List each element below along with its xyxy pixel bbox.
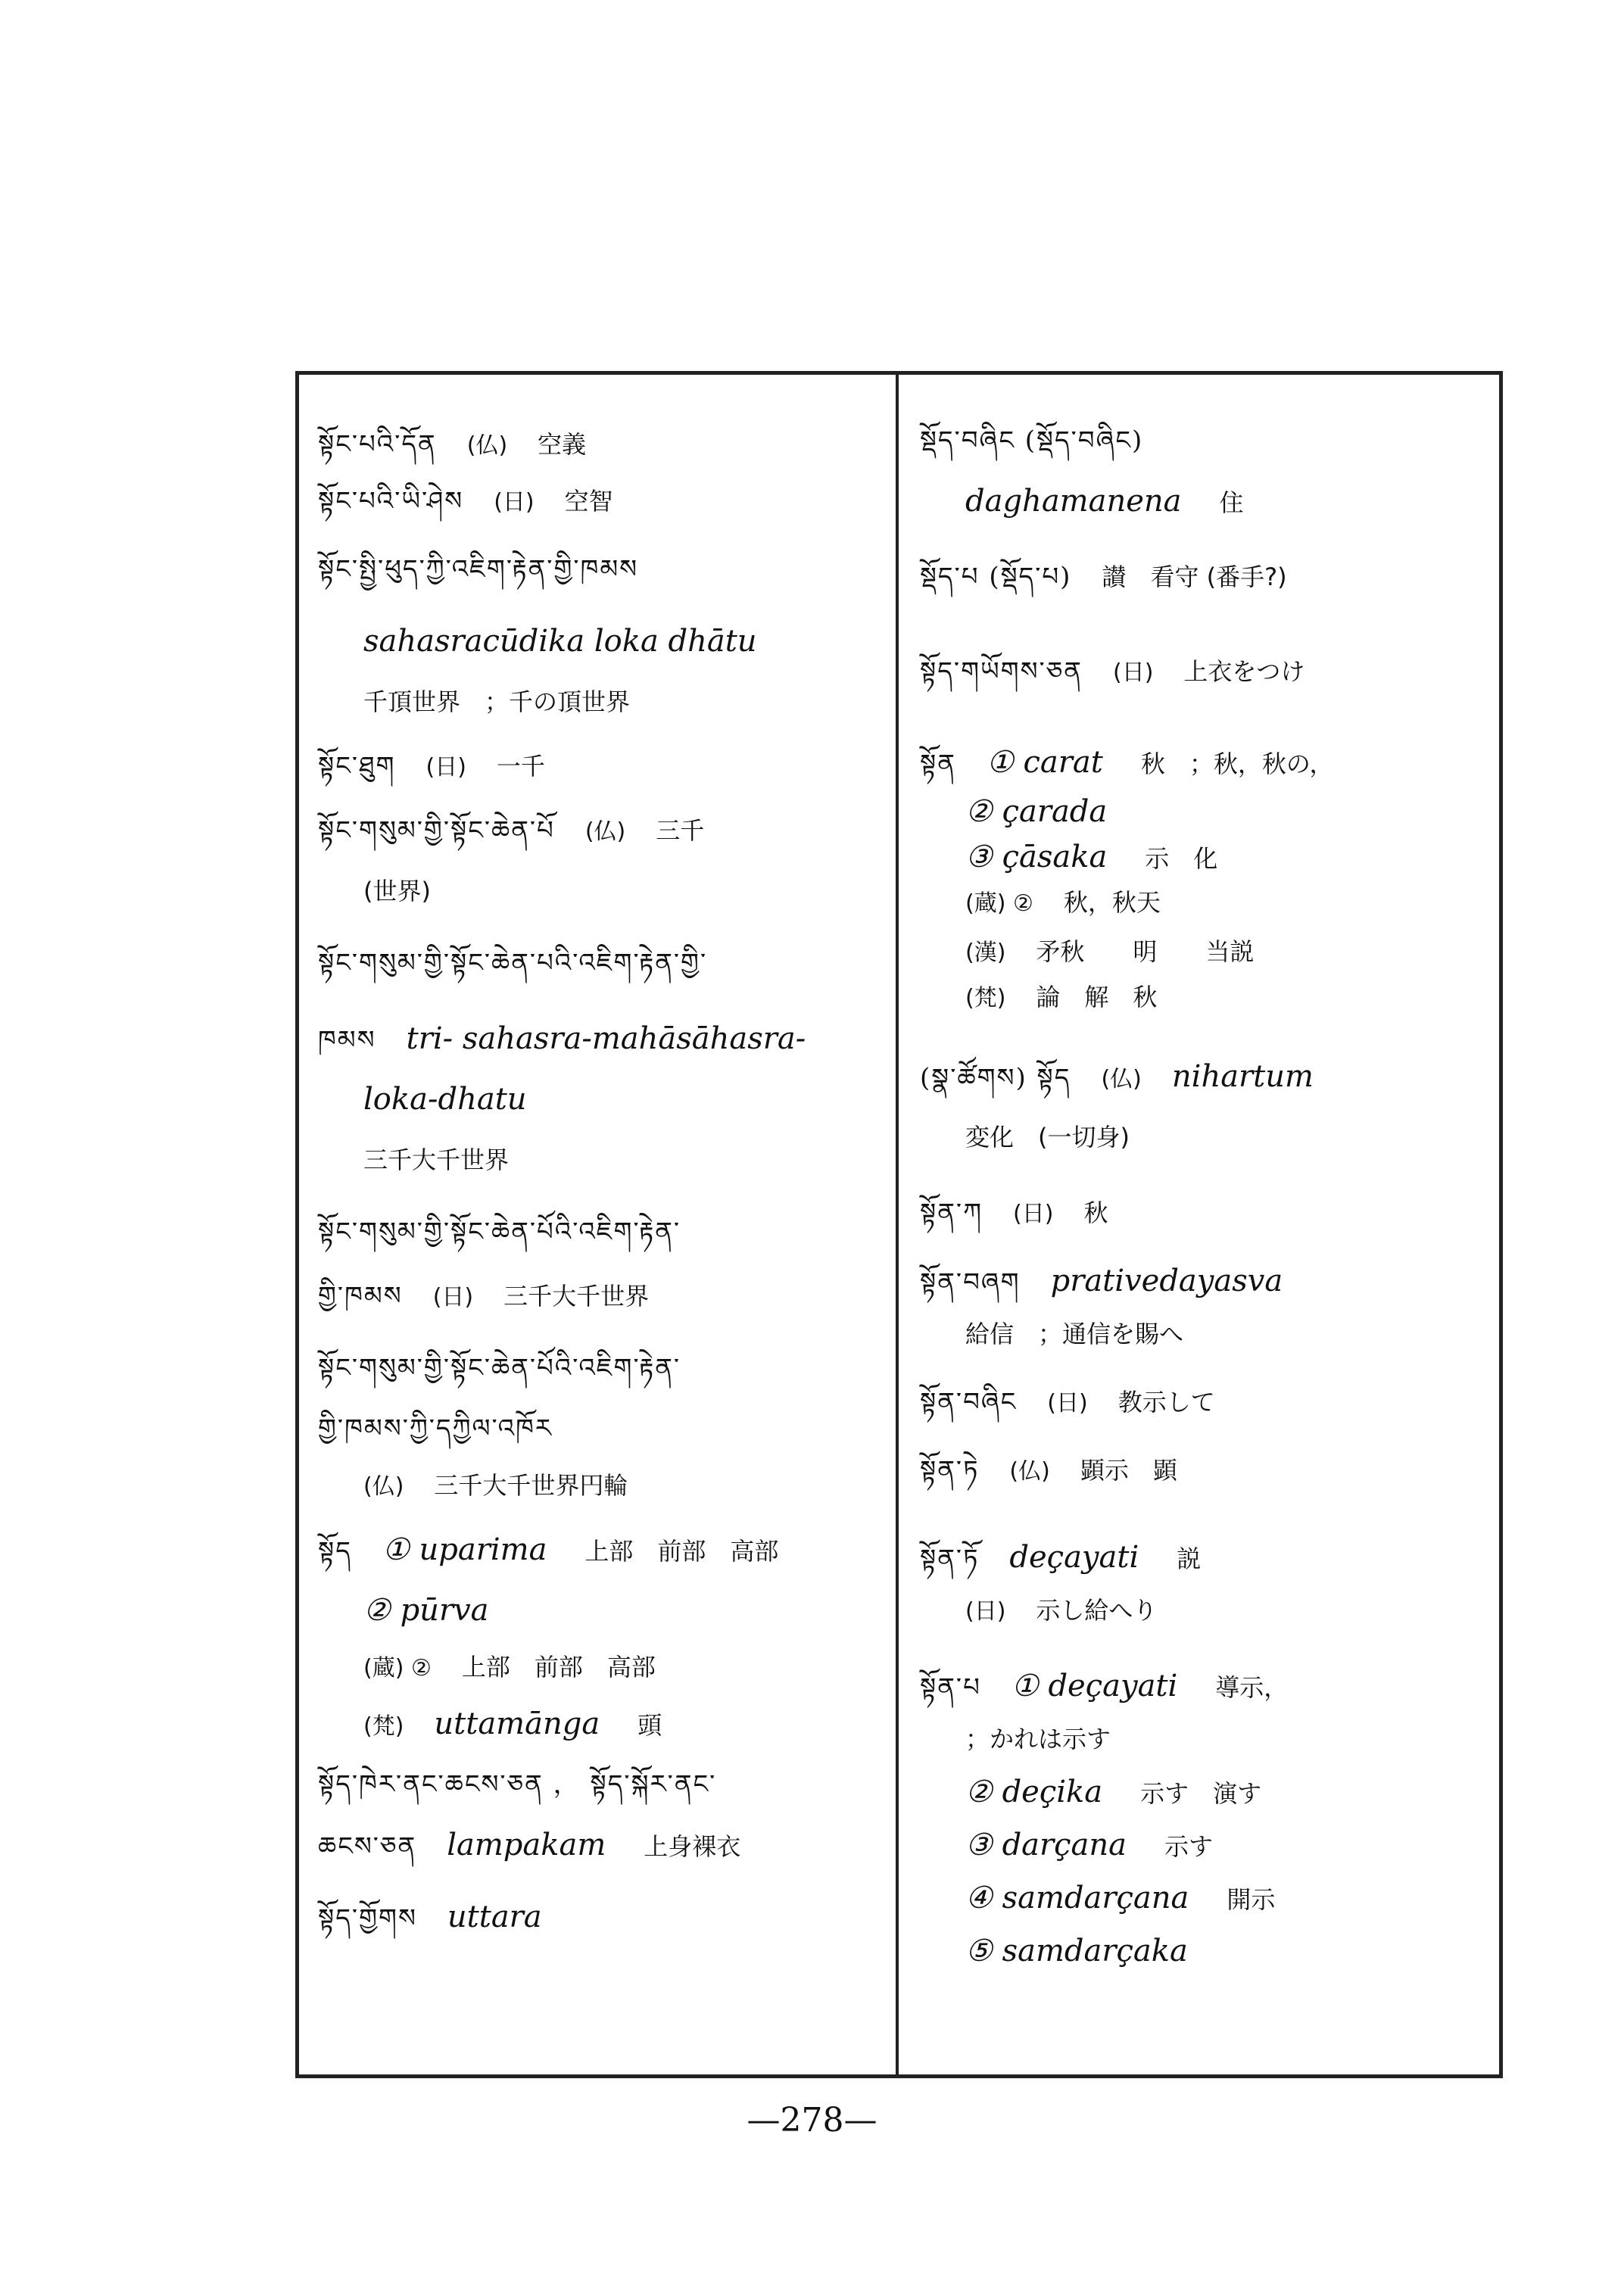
tibetan-headword: སྟོང་གསུམ་གྱི་སྟོང་ཆེན་པོའི་འཇིག་རྟེན་ <box>318 1217 681 1247</box>
sanskrit-equivalent: ③ çāsaka <box>965 840 1108 874</box>
japanese-gloss: ；かれは示す <box>965 1725 1111 1753</box>
sanskrit-equivalent: deçayati <box>1009 1540 1139 1575</box>
entry-line <box>920 746 1334 781</box>
entry-line <box>920 1669 1288 1704</box>
source-tag: (仏) <box>584 818 626 845</box>
source-tag: (日) <box>494 489 535 516</box>
japanese-gloss: 三千大千世界 <box>363 1145 510 1174</box>
tibetan-headword: སྟོང་ཐུག <box>318 751 396 781</box>
japanese-gloss: 顕示 顕 <box>1080 1456 1177 1485</box>
sanskrit-equivalent: uttamānga <box>434 1706 600 1741</box>
source-tag: (仏) <box>1101 1066 1142 1092</box>
sanskrit-equivalent: prativedayasva <box>1050 1264 1283 1298</box>
entry-line <box>363 1594 527 1629</box>
entry-line <box>965 1121 1130 1154</box>
japanese-gloss: 一千 <box>496 752 545 781</box>
japanese-gloss: 説 <box>1177 1544 1202 1573</box>
japanese-gloss: 讃 看守 (番手?) <box>1102 563 1287 591</box>
japanese-gloss: 秋 <box>1083 1198 1108 1227</box>
tibetan-headword: སྟོན་བཞིང <box>920 1387 1018 1417</box>
entry-line <box>318 750 545 784</box>
entry-line <box>318 814 704 849</box>
entry-line <box>318 428 586 463</box>
source-tag: (日) <box>432 1284 474 1311</box>
entry-line <box>965 886 1161 921</box>
japanese-gloss: 三千大千世界円輪 <box>434 1471 628 1500</box>
entry-line <box>318 1351 711 1385</box>
entry-line <box>363 874 431 908</box>
tibetan-headword: སྡོད་པ (སྡོད་པ) <box>920 562 1072 592</box>
entry-line <box>318 1900 580 1935</box>
source-tag: (仏) <box>466 432 508 459</box>
sanskrit-equivalent: tri- sahasra-mahāsāhasra- <box>406 1021 806 1056</box>
entry-line <box>920 1541 1201 1576</box>
sanskrit-equivalent: uttara <box>447 1900 542 1934</box>
source-tag: (仏) <box>1009 1458 1050 1485</box>
entry-line <box>318 1768 747 1801</box>
source-tag: (蔵) ② <box>363 1655 432 1682</box>
japanese-gloss: 上衣をつけ <box>1183 657 1305 686</box>
tibetan-headword: སྟོང་གསུམ་གྱི་སྟོང་ཆེན་པོ <box>318 815 555 846</box>
tibetan-headword: ཆངས་ཅན <box>318 1831 417 1862</box>
entry-line <box>965 840 1217 875</box>
tibetan-headword: སྟོང་པའི་དོན <box>318 429 437 460</box>
entry-line <box>318 1533 778 1568</box>
sanskrit-equivalent: ② çarada <box>965 794 1108 829</box>
sanskrit-equivalent: ① carat <box>986 745 1103 780</box>
japanese-gloss: 秋，秋天 <box>1063 888 1161 917</box>
japanese-gloss: 頭 <box>637 1711 662 1740</box>
tibetan-headword: སྡོད་བཞིང (སྡོད་བཞིང) <box>920 425 1144 456</box>
entry-line <box>318 1022 843 1057</box>
japanese-gloss: 上身裸衣 <box>644 1832 741 1861</box>
japanese-gloss: 論 解 秋 <box>1036 983 1158 1011</box>
japanese-gloss: 示し給へり <box>1036 1596 1158 1625</box>
entry-line <box>318 946 737 980</box>
tibetan-headword: སྟོན <box>920 749 956 779</box>
japanese-gloss: 給信 ；通信を賜へ <box>965 1320 1184 1348</box>
japanese-gloss: 示 化 <box>1145 844 1218 873</box>
japanese-gloss: 住 <box>1219 488 1244 517</box>
japanese-gloss: 矛秋 明 当説 <box>1036 937 1255 966</box>
source-tag: (仏) <box>363 1473 404 1500</box>
japanese-gloss: 空智 <box>564 487 613 516</box>
entry-line <box>965 485 1244 519</box>
entry-line <box>363 1707 662 1744</box>
sanskrit-equivalent: sahasracūdika loka dhātu <box>363 624 757 659</box>
entry-line <box>920 1060 1351 1096</box>
tibetan-headword: སྟོང་གསུམ་གྱི་སྟོང་ཆེན་པའི་འཇིག་རྟེན་གྱི་ <box>318 948 708 978</box>
japanese-gloss: 三千大千世界 <box>503 1282 650 1311</box>
entry-line <box>318 1279 649 1314</box>
entry-line <box>965 1594 1157 1629</box>
entry-line <box>318 553 669 586</box>
tibetan-headword: སྟོང་སྤྱི་ཕུད་ཀྱི་འཇིག་རྟེན་གྱི་ཁམས <box>318 554 639 584</box>
entry-line <box>965 1881 1275 1916</box>
japanese-gloss: 教示して <box>1117 1388 1215 1417</box>
japanese-gloss: 示す <box>1164 1832 1214 1861</box>
tibetan-headword: སྟོད་གྱོགས <box>318 1903 417 1934</box>
tibetan-headword: སྟོན་ཀ <box>920 1198 983 1228</box>
entry-line <box>363 685 630 718</box>
source-tag: (日) <box>965 1598 1006 1625</box>
source-tag: (日) <box>1113 659 1154 686</box>
entry-line <box>920 424 1174 457</box>
entry-line <box>920 1385 1215 1420</box>
entry-line <box>363 625 795 659</box>
tibetan-headword: སྟོད་ཁེར་ནང་ཆངས་ཅན ， སྟོད་སྐོར་ནང་ <box>318 1769 717 1800</box>
japanese-gloss: 秋 ；秋，秋の， <box>1140 750 1334 778</box>
source-tag: (日) <box>425 754 466 781</box>
tibetan-headword: ཁམས <box>318 1025 376 1055</box>
japanese-gloss: 示す 演す <box>1140 1779 1262 1808</box>
entry-line <box>965 1934 1226 1969</box>
entry-line <box>363 1083 565 1117</box>
sanskrit-equivalent: nihartum <box>1171 1059 1314 1094</box>
sanskrit-equivalent: ③ darçana <box>965 1828 1127 1862</box>
sanskrit-equivalent: ⑤ samdarçaka <box>965 1934 1188 1968</box>
sanskrit-equivalent: loka-dhatu <box>363 1082 527 1117</box>
entry-line <box>920 1196 1108 1231</box>
entry-line <box>920 1264 1320 1299</box>
entry-line <box>318 485 613 519</box>
tibetan-headword: (སྣ་ཚོགས) སྟོད <box>920 1063 1071 1093</box>
japanese-gloss: (世界) <box>363 877 431 905</box>
entry-line <box>965 1775 1261 1810</box>
sanskrit-equivalent: daghamanena <box>965 484 1182 519</box>
japanese-gloss: 変化 (一切身) <box>965 1123 1130 1152</box>
sanskrit-equivalent: ④ samdarçana <box>965 1881 1189 1915</box>
tibetan-headword: སྟོང་གསུམ་གྱི་སྟོང་ཆེན་པོའི་འཇིག་རྟེན་ <box>318 1353 681 1383</box>
entry-line <box>965 795 1145 830</box>
entry-line <box>965 935 1254 970</box>
japanese-gloss: 開示 <box>1227 1885 1276 1914</box>
source-tag: (日) <box>1047 1390 1088 1417</box>
entry-line <box>965 980 1157 1015</box>
page-number: —278— <box>747 2101 877 2140</box>
sanskrit-equivalent: ① deçayati <box>1011 1669 1178 1703</box>
tibetan-headword: གྱི་ཁམས <box>318 1281 403 1311</box>
japanese-gloss: 導示， <box>1215 1673 1289 1702</box>
sanskrit-equivalent: lampakam <box>447 1828 606 1862</box>
tibetan-headword: གྱི་ཁམས་ཀྱི་དཀྱིལ་འཁོར <box>318 1413 553 1444</box>
tibetan-headword: སྟོད <box>318 1536 352 1566</box>
source-tag: (漢) <box>965 940 1006 966</box>
entry-line <box>318 1828 740 1863</box>
japanese-gloss: 三千 <box>656 816 705 845</box>
entry-line <box>920 1454 1177 1488</box>
sanskrit-equivalent: ② pūrva <box>363 1593 489 1628</box>
source-tag: (日) <box>1013 1201 1054 1227</box>
entry-line <box>363 1143 509 1177</box>
japanese-gloss: 上部 前部 高部 <box>461 1653 656 1682</box>
tibetan-headword: སྟོན་ཏོ <box>920 1544 980 1574</box>
source-tag: (梵) <box>965 985 1006 1011</box>
entry-line <box>965 1828 1213 1863</box>
entry-line <box>965 1317 1183 1351</box>
entry-line <box>920 560 1287 594</box>
japanese-gloss: 上部 前部 高部 <box>584 1537 779 1566</box>
sanskrit-equivalent: ① uparima <box>382 1532 547 1567</box>
entry-line <box>965 1722 1111 1756</box>
tibetan-headword: སྟོད་གཡོགས་ཅན <box>920 656 1083 687</box>
japanese-gloss: 空義 <box>538 430 587 459</box>
source-tag: (梵) <box>363 1713 404 1740</box>
column-divider <box>896 375 899 2078</box>
entry-line <box>920 655 1304 690</box>
japanese-gloss: 千頂世界 ；千の頂世界 <box>363 687 631 716</box>
tibetan-headword: སྟོང་པའི་ཡི་ཤེས <box>318 486 464 516</box>
tibetan-headword: སྟོན་པ <box>920 1672 981 1703</box>
entry-line <box>318 1412 583 1445</box>
tibetan-headword: སྟོན་ཏེ <box>920 1455 980 1485</box>
tibetan-headword: སྟོན་བཞག <box>920 1267 1021 1298</box>
sanskrit-equivalent: ② deçika <box>965 1775 1103 1809</box>
entry-line <box>318 1215 711 1248</box>
entry-line <box>363 1650 656 1685</box>
entry-line <box>363 1469 628 1504</box>
source-tag: (蔵) ② <box>965 890 1033 917</box>
